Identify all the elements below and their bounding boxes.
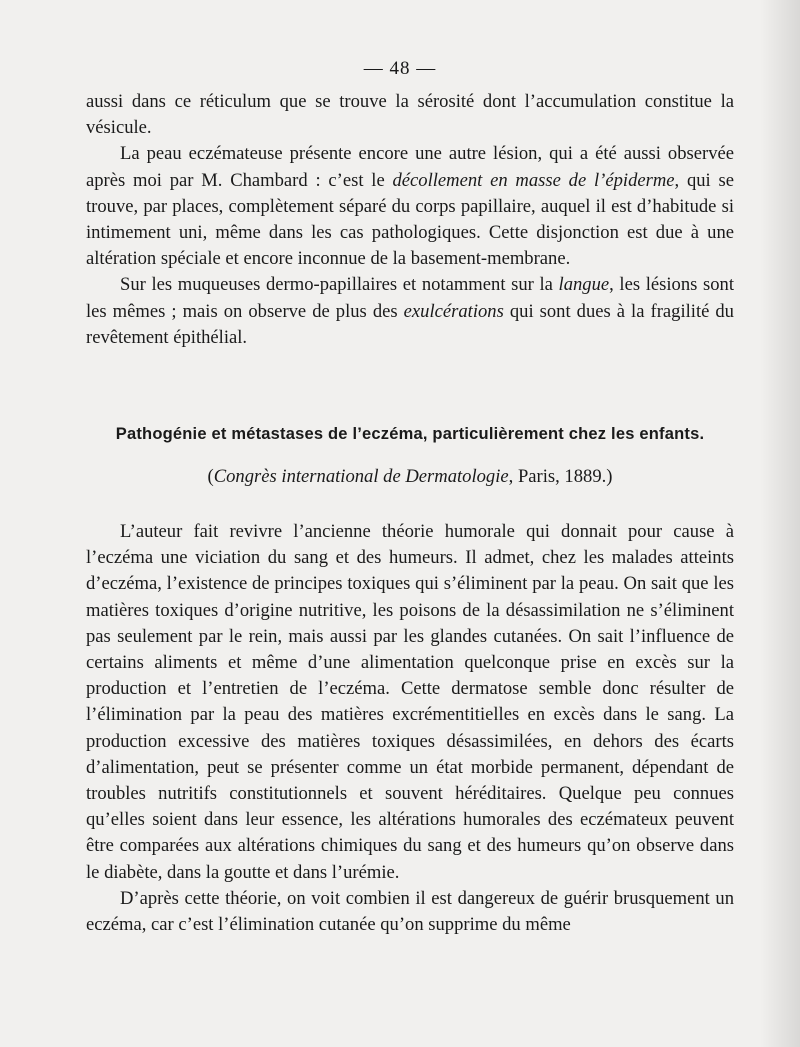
text-block-bottom [86, 519, 734, 938]
page-edge-shadow [760, 0, 800, 1047]
paragraph-continuation: aussi dans ce réticulum que se trouve la sérosité dont l’accumulation constitue la vésicule. [86, 91, 734, 139]
citation-open-paren: ( [207, 466, 214, 487]
para3-text-end: qui sont dues à la fragilité du revêtement épithélial. [86, 300, 734, 348]
para3-text-mid: , les lésions sont les mêmes ; mais on observe de plus des [86, 274, 734, 322]
section-heading: Pathogénie et métastases de l’eczéma, particulièrement chez les enfants. [115, 425, 705, 443]
paragraph-muqueuses [86, 272, 734, 351]
paragraph-decollement [86, 141, 734, 272]
para3-emphasis-exulcerations: exulcérations [403, 300, 504, 322]
para3-text-start: Sur les muqueuses dermo-papillaires et notamment sur la [120, 274, 559, 296]
text-block-top [86, 89, 734, 351]
para2-emphasis: décollement en masse de l’épiderme [392, 169, 675, 191]
citation-place-year: , Paris, 1889.) [508, 466, 613, 487]
section-citation [86, 466, 734, 488]
para2-text-end: , qui se trouve, par places, complètement séparé du corps papillaire, auquel il est d’habitude si intimement uni, même dans les cas pathologiques. Cette disjonction est due à une altération spéciale et encore inconnue de la basement-membrane. [86, 169, 734, 270]
paragraph-theorie-humorale: L’auteur fait revivre l’ancienne théorie humorale qui donnait pour cause à l’eczéma une viciation du sang et des humeurs. Il admet, chez les malades atteints d’eczéma, l’existence de principes toxiques qui s’éliminent par la peau. On sait que les matières toxiques d’origine nutritive, les poisons de la désassimilation ne s’éliminent pas seulement par le rein, mais aussi par les glandes cutanées. On sait l’influence de certains aliments et même d’une alimentation quelconque prise en excès sur la production et l’entretien de l’eczéma. Cette dermatose semble donc résulter de l’élimination par la peau des matières excrémentitielles en excès dans le sang. La production excessive des matières toxiques désassimilées, en dehors des écarts d’alimentation, peut se présenter comme un état morbide permanent, dépendant de troubles nutritifs constitutionnels et souvent héréditaires. Quelque peu connues qu’elles soient dans leur essence, les altérations humorales des eczémateux peuvent être comparées aux altérations chimiques du sang et des humeurs qu’on observe dans le diabète, dans la goutte et dans l’urémie. [86, 521, 734, 883]
para3-emphasis-langue: langue [558, 274, 610, 296]
para2-text-start: La peau eczémateuse présente encore une autre lésion, qui a été aussi observée après moi par M. Chambard : c’est le [86, 143, 734, 191]
paragraph-consequence: D’après cette théorie, on voit combien il est dangereux de guérir brusquement un eczéma, car c’est l’élimination cutanée qu’on supprime du même [86, 887, 734, 936]
page-number: — 48 — [363, 58, 437, 79]
citation-venue: Congrès international de Dermatologie [213, 466, 509, 487]
